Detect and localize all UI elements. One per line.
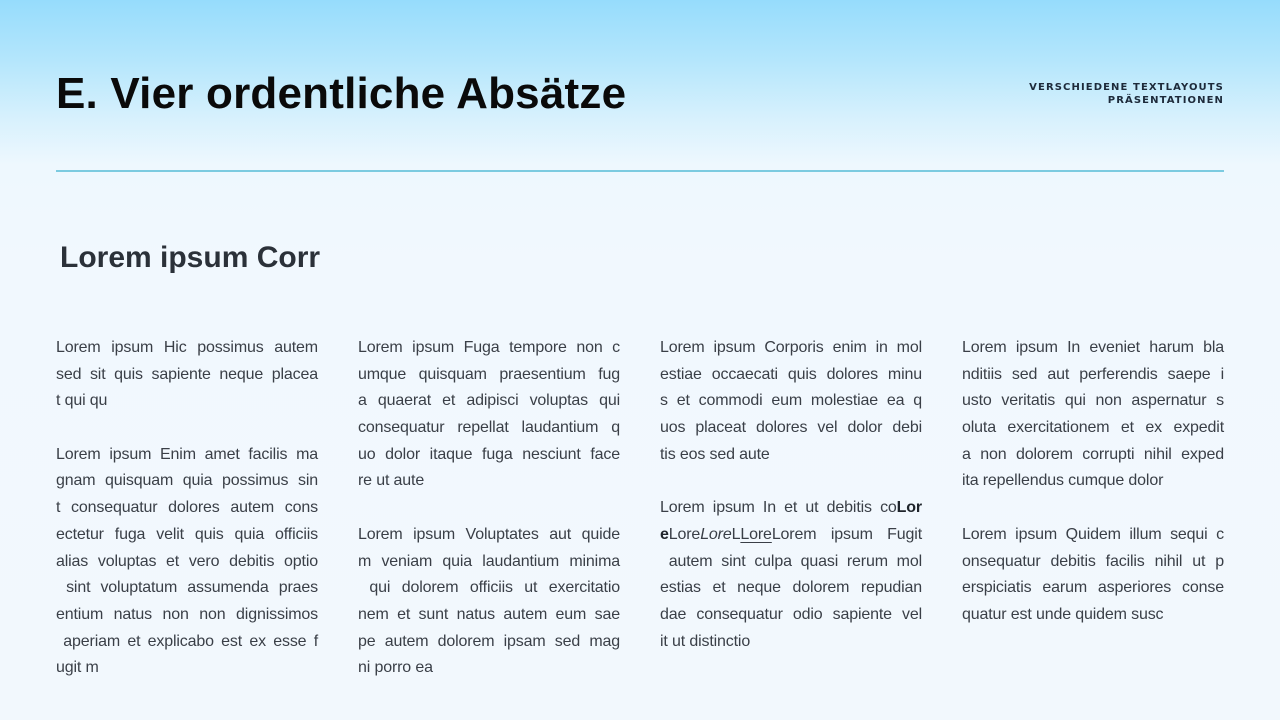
italic-text-run: Lore xyxy=(700,525,732,543)
text-line: dae consequatur odio sapiente vel xyxy=(660,605,922,623)
paragraph xyxy=(358,522,620,682)
text-column-4 xyxy=(962,335,1224,709)
text-line: Lorem ipsum Fuga tempore non c xyxy=(358,339,620,356)
text-line: alias voluptas et vero debitis optio xyxy=(56,552,318,570)
section-heading: Lorem ipsum Corr xyxy=(60,241,321,274)
text-line: Lorem ipsum Voluptates aut quide xyxy=(358,525,620,543)
text-line: estias et neque dolorem repudian xyxy=(660,579,922,597)
text-line: autem sint culpa quasi rerum mol xyxy=(660,552,922,570)
text-line: estiae occaecati quis dolores minu xyxy=(660,365,922,383)
slide-meta xyxy=(1029,81,1224,107)
text-line: Lorem ipsum Quidem illum sequi c xyxy=(962,525,1224,543)
slide-title: E. Vier ordentliche Absätze xyxy=(56,69,627,118)
text-line: Lorem ipsum Enim amet facilis ma xyxy=(56,445,318,463)
meta-subcategory: PRÄSENTATIONEN xyxy=(1107,95,1224,106)
text-line: a non dolorem corrupti nihil exped xyxy=(962,445,1224,463)
text-line: m veniam quia laudantium minima xyxy=(358,552,620,570)
text-run: Lorem ipsum Fugit xyxy=(771,525,922,543)
text-line: oluta exercitationem et ex expedit xyxy=(962,419,1224,437)
text-line: t consequatur dolores autem cons xyxy=(56,499,318,517)
text-line-mixed xyxy=(660,522,922,549)
text-line: sint voluptatum assumenda praes xyxy=(56,579,318,597)
text-line: consequatur repellat laudantium q xyxy=(358,419,620,437)
text-line: nditiis sed aut perferendis saepe i xyxy=(962,365,1224,383)
text-line: usto veritatis qui non aspernatur s xyxy=(962,392,1224,410)
bold-text-run: Lor xyxy=(896,499,922,517)
text-line: ugit m xyxy=(56,659,99,677)
text-line: nem et sunt natus autem eum sae xyxy=(358,605,620,623)
text-line: a quaerat et adipisci voluptas qui xyxy=(358,392,620,410)
text-line: Lorem ipsum Hic possimus autem xyxy=(56,339,318,356)
paragraph xyxy=(962,522,1224,629)
text-line: aperiam et explicabo est ex esse f xyxy=(56,632,318,650)
text-line: gnam quisquam quia possimus sin xyxy=(56,472,318,490)
text-line: qui dolorem officiis ut exercitatio xyxy=(358,579,620,597)
text-line: ectetur fuga velit quis quia officiis xyxy=(56,525,318,543)
text-run: Lore xyxy=(668,525,701,543)
text-line: uos placeat dolores vel dolor debi xyxy=(660,419,922,437)
paragraph xyxy=(660,335,922,468)
text-line: erspiciatis earum asperiores conse xyxy=(962,579,1224,597)
text-line: tis eos sed aute xyxy=(660,445,770,463)
text-line: t qui qu xyxy=(56,392,108,410)
text-columns xyxy=(56,335,1224,709)
text-line: entium natus non non dignissimos xyxy=(56,605,318,623)
paragraph xyxy=(962,335,1224,495)
text-line: uo dolor itaque fuga nesciunt face xyxy=(358,445,620,463)
text-line: it ut distinctio xyxy=(660,632,751,650)
text-line: ita repellendus cumque dolor xyxy=(962,472,1164,490)
header-divider xyxy=(56,170,1224,172)
text-line: Lorem ipsum In eveniet harum bla xyxy=(962,339,1224,356)
text-run: L xyxy=(731,525,741,543)
underlined-text-run: Lore xyxy=(740,525,772,543)
text-line: ni porro ea xyxy=(358,659,433,677)
meta-category: VERSCHIEDENE TEXTLAYOUTS xyxy=(1029,82,1224,93)
bold-text-run: e xyxy=(660,525,669,543)
text-run: Lorem ipsum In et ut debitis co xyxy=(660,499,897,517)
text-line: s et commodi eum molestiae ea q xyxy=(660,392,922,410)
text-line: onsequatur debitis facilis nihil ut p xyxy=(962,552,1224,570)
text-column-1 xyxy=(56,335,318,709)
text-line: quatur est unde quidem susc xyxy=(962,605,1164,623)
text-line: re ut aute xyxy=(358,472,425,490)
text-line: pe autem dolorem ipsam sed mag xyxy=(358,632,620,650)
paragraph xyxy=(358,335,620,495)
text-line: sed sit quis sapiente neque placea xyxy=(56,365,318,383)
text-column-3 xyxy=(660,335,922,709)
text-line: umque quisquam praesentium fug xyxy=(358,365,620,383)
text-line: Lorem ipsum Corporis enim in mol xyxy=(660,339,922,356)
paragraph xyxy=(56,335,318,415)
text-column-2 xyxy=(358,335,620,709)
paragraph xyxy=(56,442,318,682)
text-line-mixed xyxy=(660,495,922,522)
paragraph-rich-text xyxy=(660,495,922,655)
